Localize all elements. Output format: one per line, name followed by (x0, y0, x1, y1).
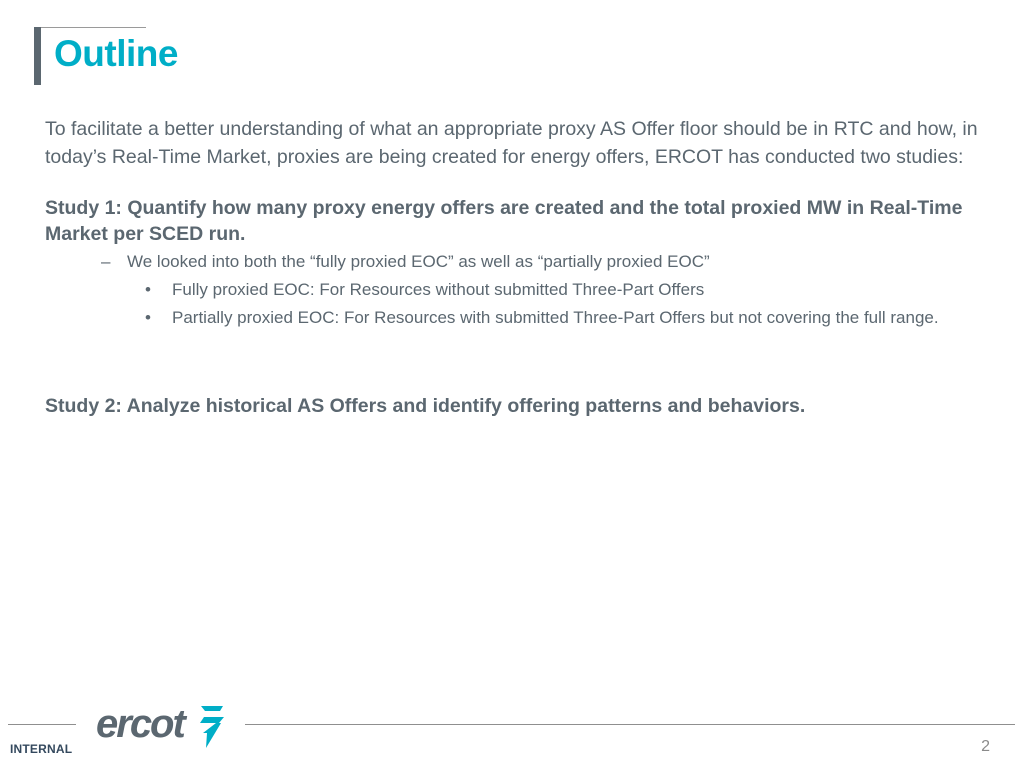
ercot-lightning-bolt-icon (200, 706, 224, 748)
study-1-subpoint-text: We looked into both the “fully proxied EOC” as well as “partially proxied EOC” (127, 252, 710, 271)
footer-divider-right (245, 724, 1015, 725)
title-top-line (36, 27, 146, 28)
logo-wordmark: ercot (96, 702, 184, 746)
footer-divider-left (8, 724, 76, 725)
bullet-text-partially-proxied: Partially proxied EOC: For Resources with submitted Three-Part Offers but not covering the full range. (172, 308, 939, 327)
study-2-heading: Study 2: Analyze historical AS Offers and identify offering patterns and behaviors. (45, 395, 806, 417)
bullet-item (145, 278, 990, 302)
page-number: 2 (981, 738, 990, 755)
bullet-marker: • (145, 308, 151, 327)
study-1-heading: Study 1: Quantify how many proxy energy offers are created and the total proxied MW in Real-Time Market per SCED run. (45, 197, 963, 245)
slide-content (45, 116, 990, 419)
bullet-marker: • (145, 280, 151, 299)
dash-marker: – (101, 252, 111, 271)
title-accent-bar (34, 27, 41, 85)
ercot-logo (94, 700, 229, 752)
bullet-text-fully-proxied: Fully proxied EOC: For Resources without submitted Three-Part Offers (172, 280, 705, 299)
bullet-item (145, 306, 990, 330)
classification-label: INTERNAL (10, 742, 73, 756)
slide-title: Outline (54, 33, 178, 74)
intro-paragraph: To facilitate a better understanding of what an appropriate proxy AS Offer floor should be in RTC and how, in today’s Real-Time Market, proxies are being created for energy offers, ERCOT has conducted two studies: (45, 118, 978, 168)
study-1-subpoint (101, 249, 990, 274)
